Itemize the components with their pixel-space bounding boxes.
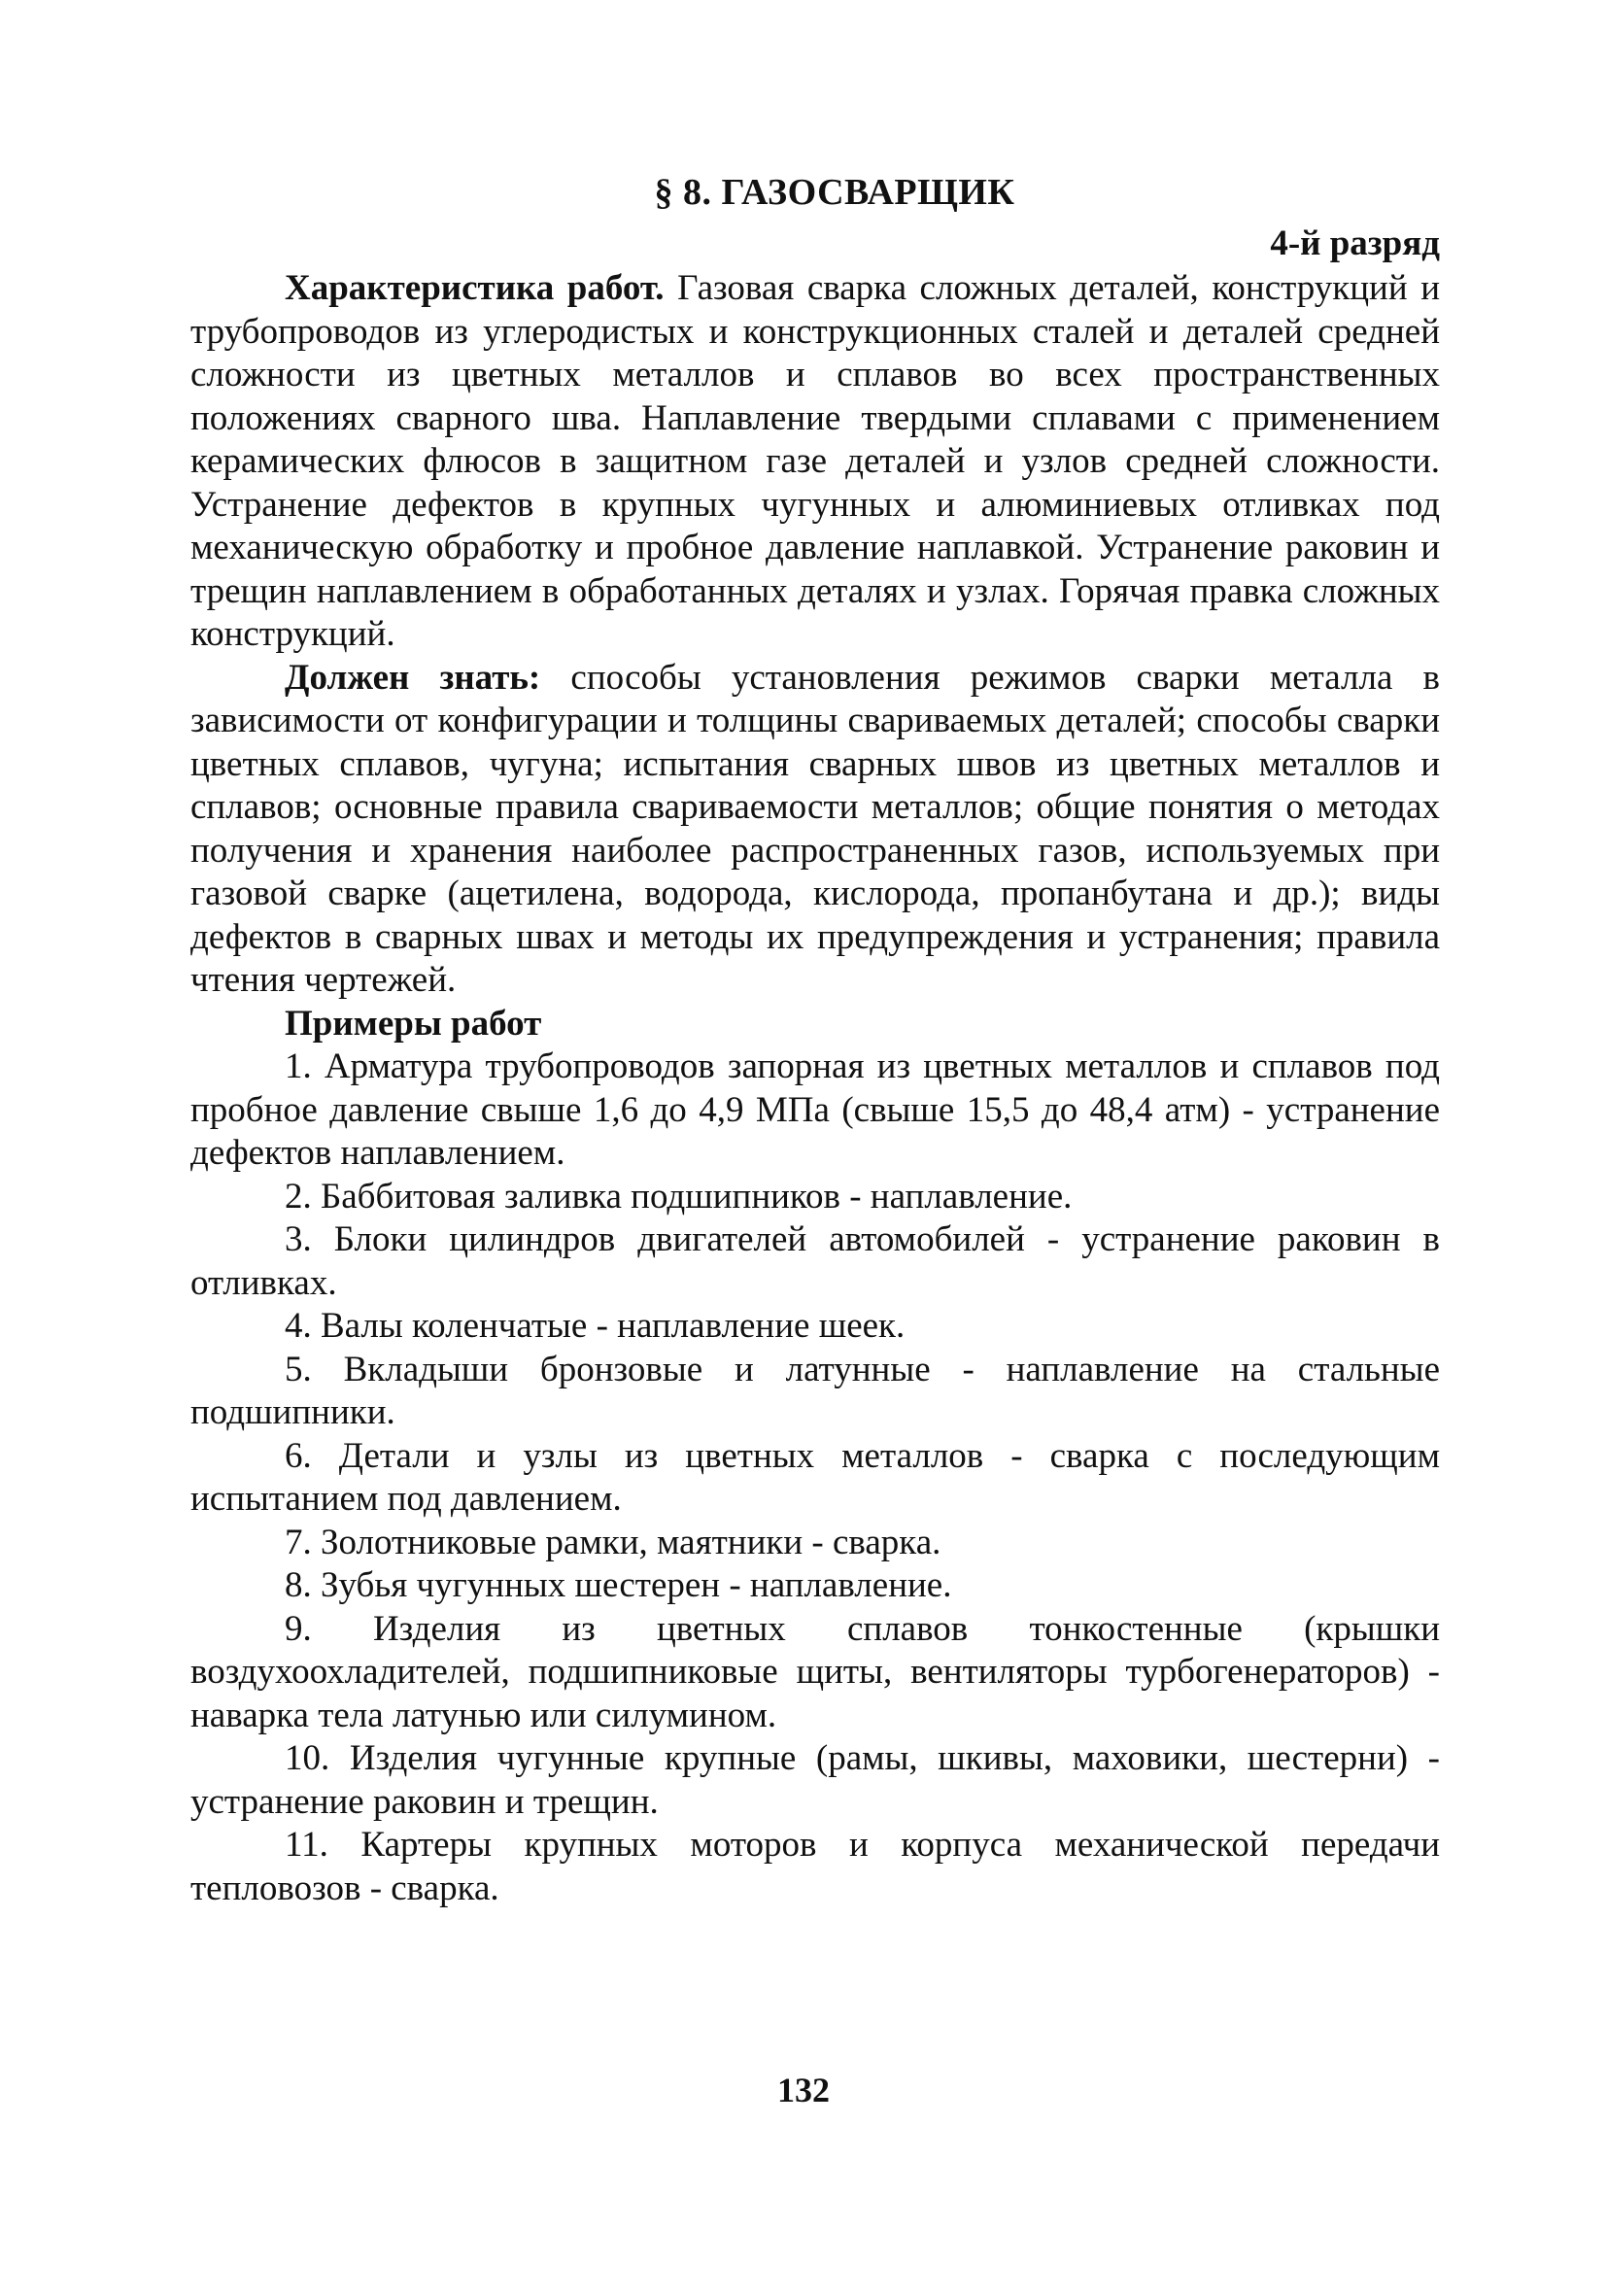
work-characteristics-label: Характеристика работ. [285, 268, 665, 308]
work-characteristics-paragraph [190, 267, 1440, 657]
must-know-paragraph [190, 657, 1440, 1003]
work-characteristics-text: Газовая сварка сложных деталей, конструкций и трубопроводов из углеродистых и конструкционных сталей и деталей средней сложности из цветных металлов и сплавов во всех пространственных положениях сварного шва. Наплавление твердыми сплавами с применением керамических флюсов в защитном газе деталей и узлов средней сложности. Устранение дефектов в крупных чугунных и алюминиевых отливках под механическую обработку и пробное давление наплавкой. Устранение раковин и трещин наплавлением в обработанных деталях и узлах. Горячая правка сложных конструкций. [190, 268, 1440, 654]
example-item: 2. Баббитовая заливка подшипников - наплавление. [285, 1176, 1073, 1217]
examples-heading: Примеры работ [285, 1003, 542, 1044]
must-know-text: способы установления режимов сварки металла в зависимости от конфигурации и толщины свариваемых деталей; способы сварки цветных сплавов, чугуна; испытания сварных швов из цветных металлов и сплавов; основные правила свариваемости металлов; общие понятия о методах получения и хранения наиболее распространенных газов, используемых при газовой сварке (ацетилена, водорода, кислорода, пропанбутана и др.); виды дефектов в сварных швах и методы их предупреждения и устранения; правила чтения чертежей. [190, 657, 1440, 1000]
example-item: 10. Изделия чугунные крупные (рамы, шкивы, маховики, шестерни) - устранение раковин и трещин. [190, 1738, 1440, 1822]
grade-label: 4-й разряд [1270, 223, 1440, 263]
examples-list [190, 1045, 1440, 1910]
example-item: 8. Зубья чугунных шестерен - наплавление. [285, 1565, 952, 1605]
page-content [190, 171, 1440, 1910]
page-number: 132 [777, 2071, 830, 2109]
example-item: 1. Арматура трубопроводов запорная из цветных металлов и сплавов под пробное давление свыше 1,6 до 4,9 МПа (свыше 15,5 до 48,4 атм) - устранение дефектов наплавлением. [190, 1046, 1440, 1173]
example-item: 7. Золотниковые рамки, маятники - сварка. [285, 1522, 941, 1562]
example-item: 9. Изделия из цветных сплавов тонкостенные (крышки воздухоохладителей, подшипниковые щиты, вентиляторы турбогенераторов) - наварка тела латунью или силумином. [190, 1608, 1440, 1735]
example-item: 5. Вкладыши бронзовые и латунные - наплавление на стальные подшипники. [190, 1349, 1440, 1432]
must-know-label: Должен знать: [285, 657, 541, 698]
example-item: 6. Детали и узлы из цветных металлов - сварка с последующим испытанием под давлением. [190, 1435, 1440, 1519]
example-item: 11. Картеры крупных моторов и корпуса механической передачи тепловозов - сварка. [190, 1825, 1440, 1908]
section-title: § 8. ГАЗОСВАРЩИК [654, 172, 1015, 213]
example-item: 3. Блоки цилиндров двигателей автомобилей - устранение раковин в отливках. [190, 1219, 1440, 1303]
example-item: 4. Валы коленчатые - наплавление шеек. [285, 1306, 906, 1346]
